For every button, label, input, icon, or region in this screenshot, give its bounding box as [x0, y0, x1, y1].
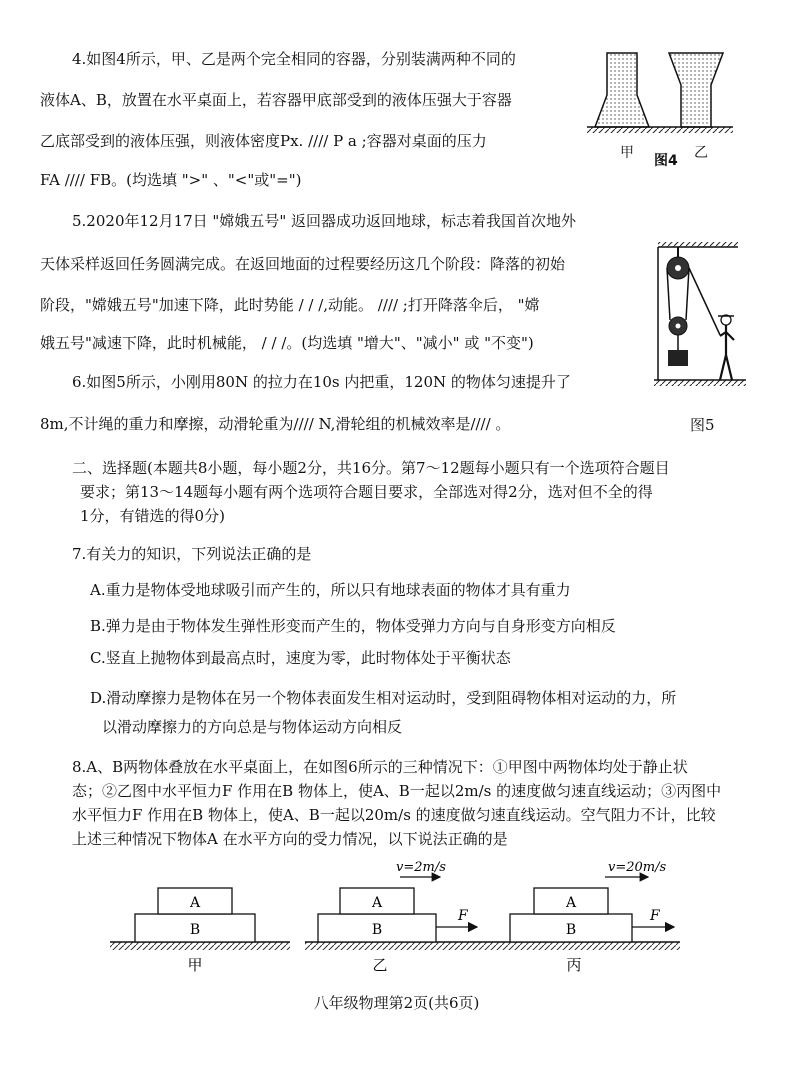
figure-6-label-bing: 丙 [566, 956, 582, 974]
q7-option-d-1: D.滑动摩擦力是物体在另一个物体表面发生相对运动时，受到阻碍物体相对运动的力，所 [90, 689, 677, 707]
bing-force-label: F [650, 908, 660, 924]
q8-line-3: 水平恒力F 作用在B 物体上，使A、B一起以20m/s 的速度做匀速直线运动。空气阻力不计，比较 [72, 806, 716, 824]
figure-6-label-yi: 乙 [372, 956, 388, 974]
fig4-caption: 图4 [654, 153, 678, 169]
q8-line-4: 上述三种情况下物体A 在水平方向的受力情况，以下说法正确的是 [72, 830, 508, 848]
bing-velocity-label: v=20m/s [608, 860, 667, 875]
q7-option-d-2: 以滑动摩擦力的方向总是与物体运动方向相反 [102, 718, 403, 736]
bing-block-a-label: A [565, 895, 577, 911]
figure-6-label-jia: 甲 [187, 956, 203, 974]
q7-stem: 7.有关力的知识，下列说法正确的是 [72, 545, 312, 563]
yi-block-a-label: A [371, 895, 383, 911]
q5-line-2: 天体采样返回任务圆满完成。在返回地面的过程要经历这几个阶段：降落的初始 [40, 255, 566, 273]
yi-velocity-label: v=2m/s [396, 860, 446, 875]
q5-line-4: 娥五号"减速下降，此时机械能， / / /。(均选填 "增大"、"减小" 或 "不变") [40, 334, 534, 352]
fig4-label-jia: 甲 [620, 145, 634, 161]
yi-block-b-label: B [371, 922, 383, 938]
q4-line-4: FA //// FB。(均选填 ">" 、"<"或"=") [40, 171, 302, 189]
q4-line-1: 4.如图4所示，甲、乙是两个完全相同的容器，分别装满两种不同的 [72, 50, 516, 68]
figure-6-jia [110, 888, 290, 950]
fig5-caption: 图5 [690, 416, 715, 434]
jia-block-b-label: B [189, 922, 201, 938]
section2-line-2: 要求；第13～14题每小题有两个选项符合题目要求，全部选对得2分，选对但不全的得 [80, 483, 653, 501]
q7-option-c: C.竖直上抛物体到最高点时，速度为零，此时物体处于平衡状态 [90, 649, 511, 667]
q6-line-1: 6.如图5所示，小刚用80N 的拉力在10s 内把重，120N 的物体匀速提升了 [72, 373, 571, 391]
q4-line-2: 液体A、B，放置在水平桌面上，若容器甲底部受到的液体压强大于容器 [40, 91, 512, 109]
bing-block-b-label: B [565, 922, 577, 938]
page-footer: 八年级物理第2页(共6页) [313, 994, 480, 1012]
q5-line-1: 5.2020年12月17日 "嫦娥五号" 返回器成功返回地球，标志着我国首次地外 [72, 212, 576, 230]
q7-option-b: B.弹力是由于物体发生弹性形变而产生的，物体受弹力方向与自身形变方向相反 [90, 617, 616, 635]
jia-block-a-label: A [189, 895, 201, 911]
figure-6-blocks [100, 855, 700, 980]
figure-6-yi [305, 860, 485, 950]
section2-line-1: 二、选择题(本题共8小题，每小题2分，共16分。第7～12题每小题只有一个选项符合题目 [72, 459, 670, 477]
container-jia [595, 53, 649, 127]
figure-5-pulley [650, 240, 750, 395]
fig4-label-yi: 乙 [694, 145, 708, 161]
container-yi [669, 53, 723, 127]
q8-line-2: 态；②乙图中水平恒力F 作用在B 物体上，使A、B一起以2m/s 的速度做匀速直线运动；③丙图中 [72, 782, 722, 800]
figure-6-bing [485, 860, 680, 950]
q8-line-1: 8.A、B两物体叠放在水平桌面上，在如图6所示的三种情况下：①甲图中两物体均处于静止状 [72, 758, 688, 776]
section2-line-3: 1分，有错选的得0分) [80, 507, 225, 525]
q5-line-3: 阶段，"嫦娥五号"加速下降，此时势能 / / /,动能。 //// ;打开降落伞后， "嫦 [40, 296, 540, 314]
q7-option-a: A.重力是物体受地球吸引而产生的，所以只有地球表面的物体才具有重力 [90, 581, 571, 599]
q4-line-3: 乙底部受到的液体压强，则液体密度Px. //// P a ;容器对桌面的压力 [40, 132, 487, 150]
yi-force-label: F [458, 908, 468, 924]
q6-line-2: 8m,不计绳的重力和摩擦，动滑轮重为//// N,滑轮组的机械效率是//// 。 [40, 415, 511, 433]
